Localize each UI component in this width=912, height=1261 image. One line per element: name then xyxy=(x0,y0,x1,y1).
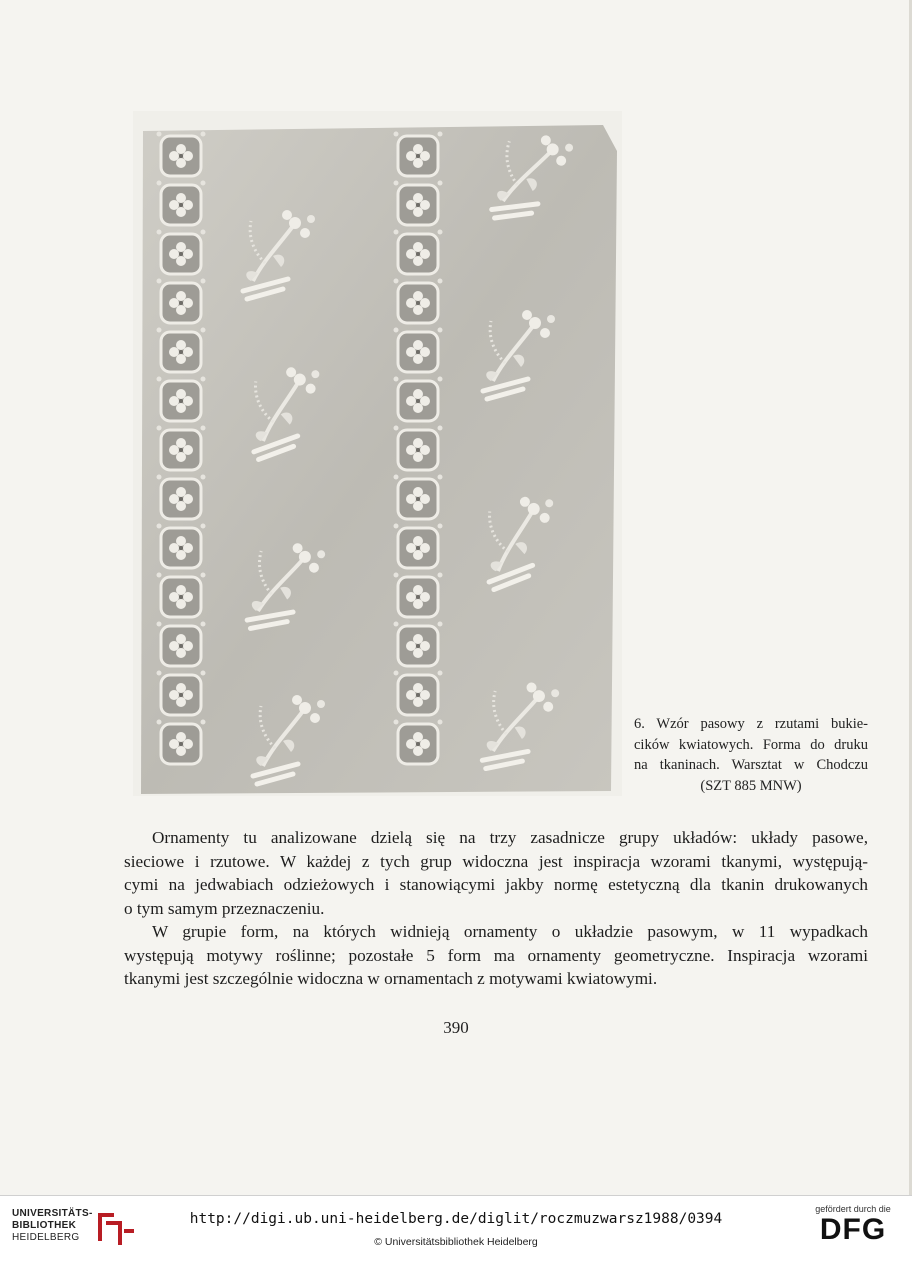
caption-line: na tkaninach. Warsztat w Chodczu xyxy=(634,757,868,774)
logo-line: BIBLIOTHEK xyxy=(12,1220,77,1231)
page-number: 390 xyxy=(443,1018,469,1037)
paragraph-2-line: tkanymi jest szczególnie widoczna w ornamentach z motywami kwiatowymi. xyxy=(124,969,658,988)
dfg-caption: gefördert durch die xyxy=(815,1204,891,1214)
logo-line: UNIVERSITÄTS- xyxy=(12,1208,93,1219)
copyright-text: © Universitätsbibliothek Heidelberg xyxy=(374,1236,538,1248)
permalink-url[interactable]: http://digi.ub.uni-heidelberg.de/diglit/roczmuzwarsz1988/0394 xyxy=(189,1211,723,1227)
paragraph-1-line: sieciowe i rzutowe. W każdej z tych grup widoczna jest inspiracja wzorami tkanymi, występują- xyxy=(124,851,868,871)
caption-line: (SZT 885 MNW) xyxy=(700,777,802,794)
paragraph-1-line: cymi na jedwabiach odzieżowych i stanowiącymi jakby normę estetyczną dla tkanin drukowanych xyxy=(124,875,868,894)
caption-line: 6. Wzór pasowy z rzutami bukie- xyxy=(634,716,868,732)
paragraph-1-line: o tym samym przeznaczeniu. xyxy=(124,898,325,918)
body-text xyxy=(124,826,868,991)
dfg-wordmark: DFG xyxy=(819,1213,887,1246)
caption-line: cików kwiatowych. Forma do druku xyxy=(634,736,868,753)
paragraph-2-line: występują motywy roślinne; pozostałe 5 form ma ornamenty geometryczne. Inspiracja wzorami xyxy=(124,945,868,965)
dfg-logo xyxy=(808,1204,898,1246)
footer-bar xyxy=(0,1195,912,1261)
logo-line: HEIDELBERG xyxy=(12,1232,80,1243)
figure-caption xyxy=(634,714,868,796)
paragraph-1-line: Ornamenty tu analizowane dzielą się na trzy zasadnicze grupy układów: układy pasowe, xyxy=(152,828,868,847)
paragraph-2-line: W grupie form, na których widnieją ornamenty o układzie pasowym, w 11 wypadkach xyxy=(152,922,868,941)
figure-photo-woodblock xyxy=(133,111,622,796)
